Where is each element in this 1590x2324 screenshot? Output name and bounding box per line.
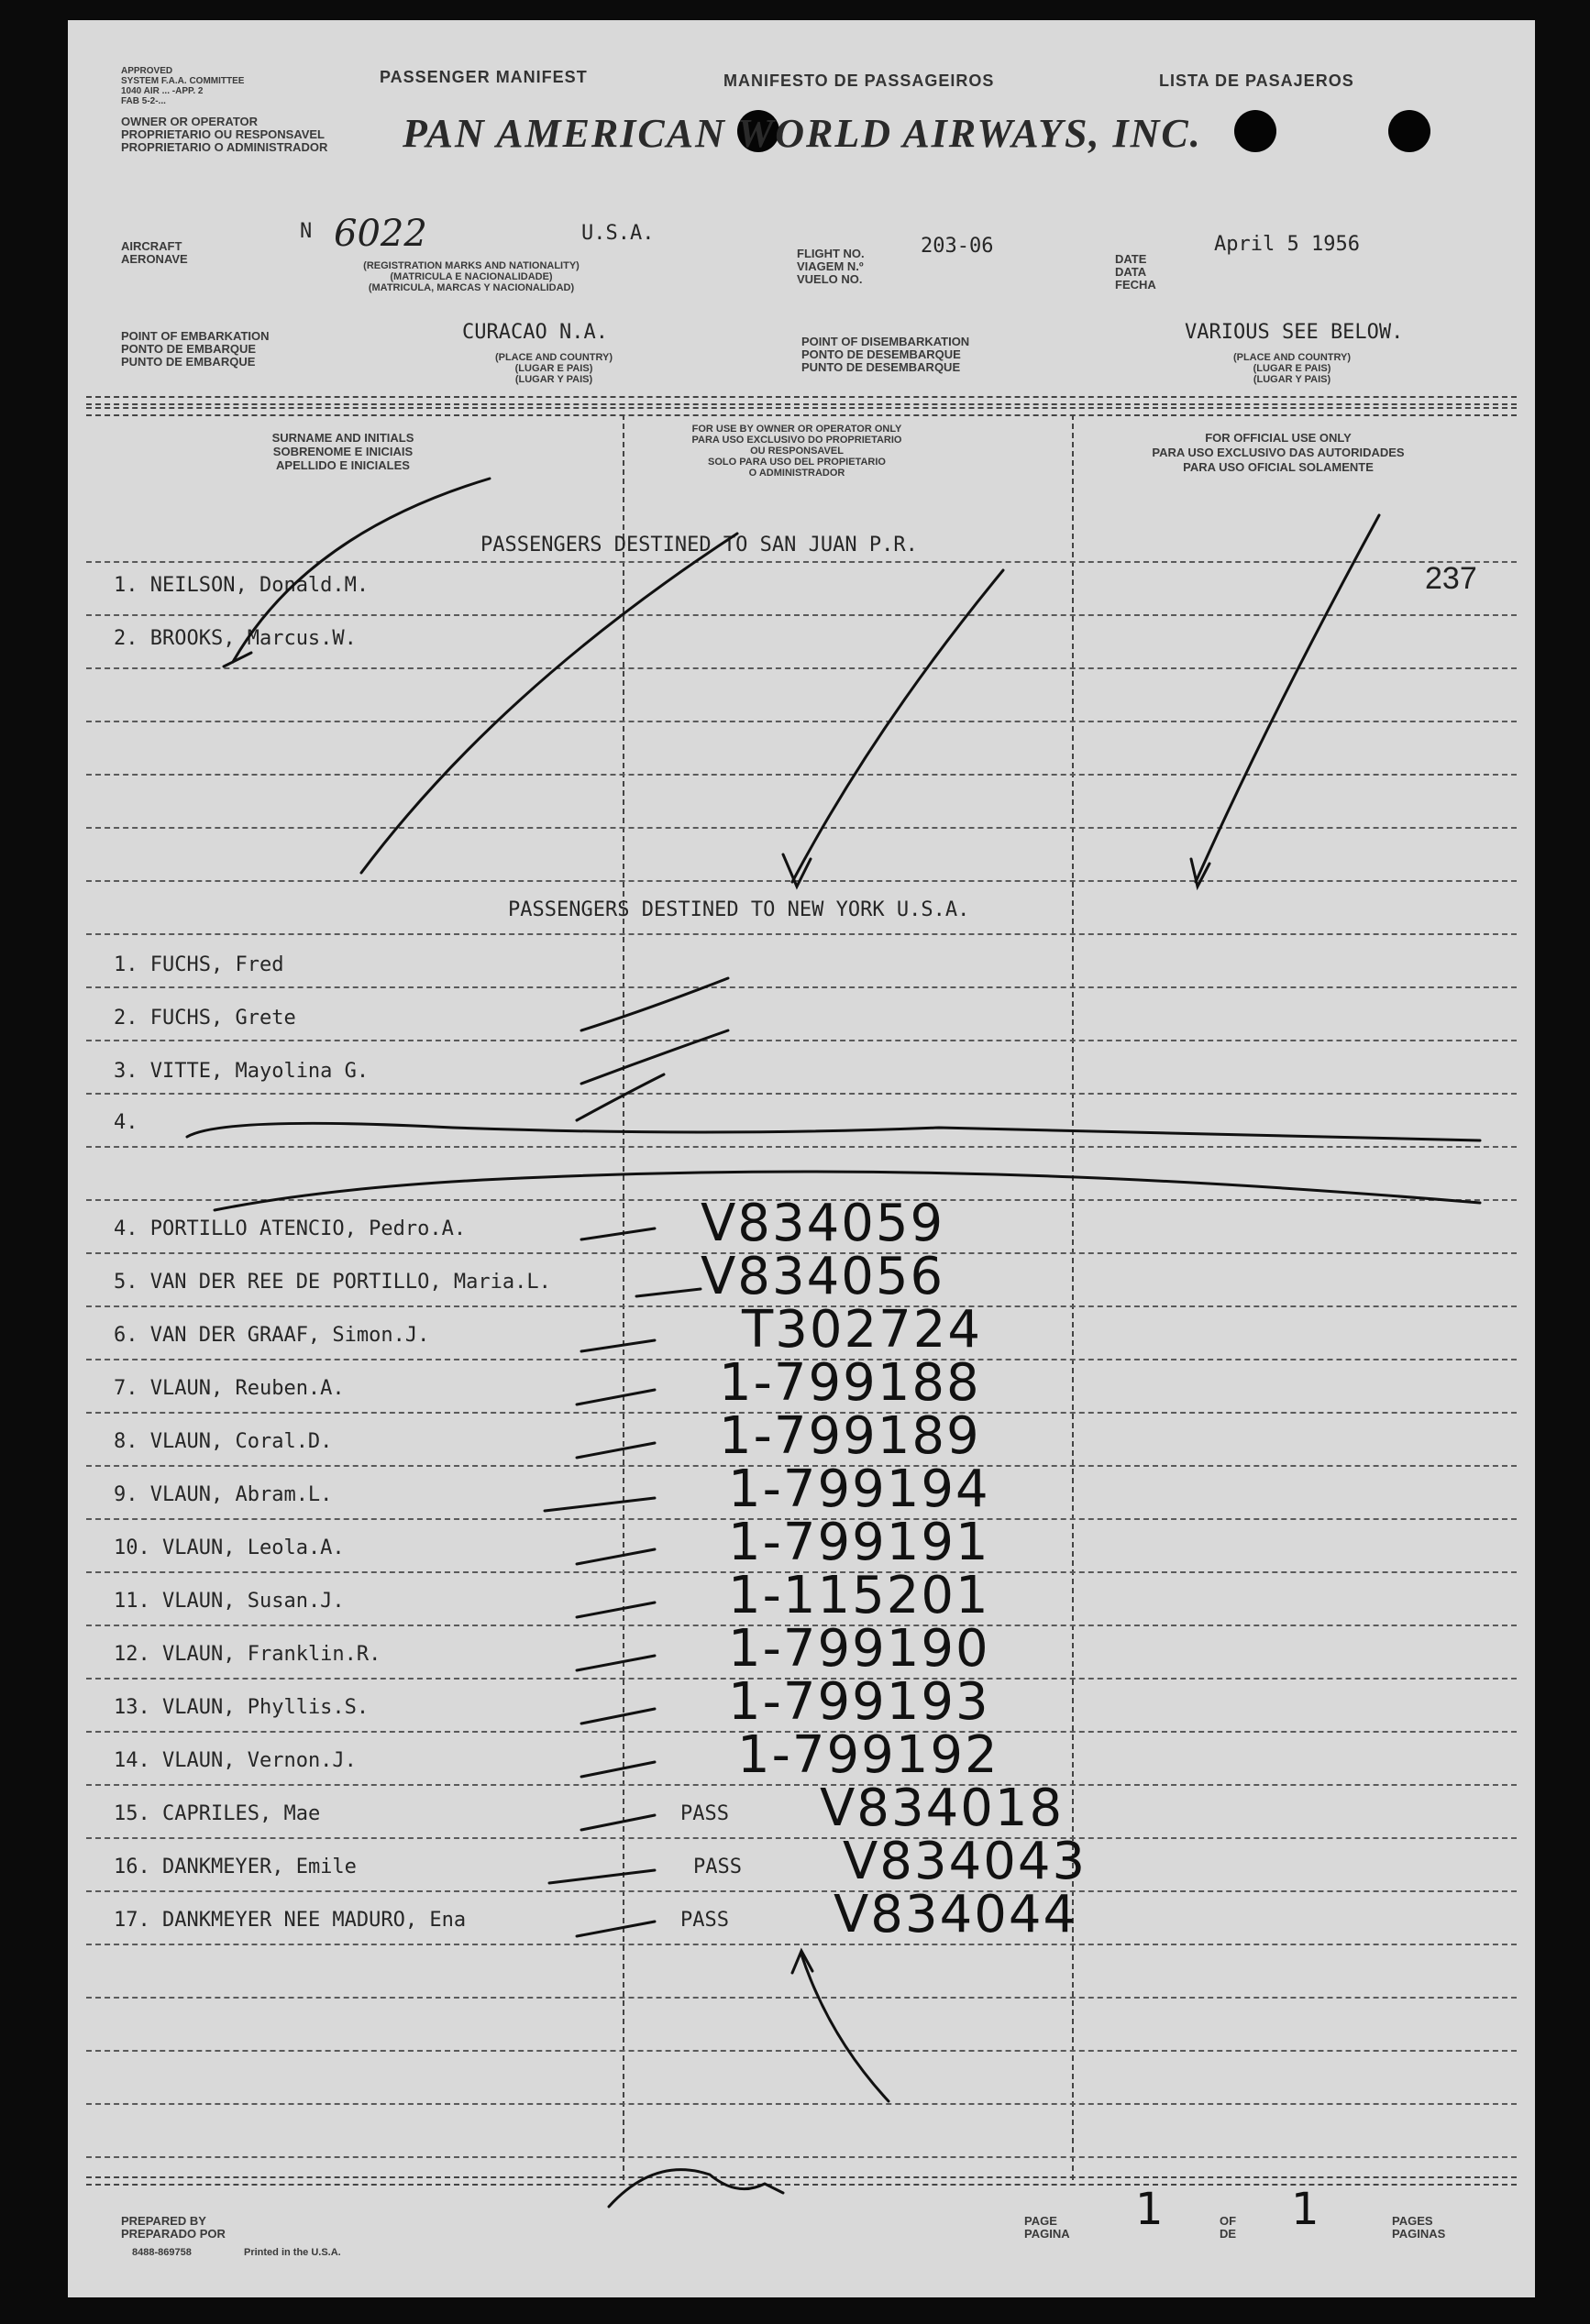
check-mark [581,1030,728,1084]
embarkation-value: CURACAO N.A. [462,321,608,344]
ticket-number: T302724 [742,1300,982,1360]
check-mark [577,1443,655,1458]
page-label: PAGE PAGINA [1024,2214,1070,2241]
check-mark [792,570,1003,882]
pen-marks [68,20,1535,2297]
passenger-row: 8. VLAUN, Coral.D. [114,1430,333,1453]
passenger-row: 10. VLAUN, Leola.A. [114,1536,345,1559]
check-mark [577,1656,655,1670]
approval-line: SYSTEM F.A.A. COMMITTEE [121,76,245,86]
check-mark [549,1870,655,1883]
disembarkation-label: POINT OF DISEMBARKATION PONTO DE DESEMBARQUE PUNTO DE DESEMBARQUE [801,335,970,374]
of-label: OF DE [1220,2214,1237,2241]
document-type: PASS [693,1856,742,1878]
passenger-row: 4. [114,1111,138,1134]
page-number: 1 [1135,2184,1164,2235]
check-mark [1196,515,1379,882]
flight-date: April 5 1956 [1214,233,1360,256]
check-mark [581,978,728,1030]
arrow-mark [801,1955,889,2101]
column-header-official: FOR OFFICIAL USE ONLY PARA USO EXCLUSIVO DAS AUTORIDADES PARA USO OFICIAL SOLAMENTE [1152,431,1405,474]
approval-line: FAB 5-2-... [121,96,166,106]
ticket-number: V834059 [701,1194,945,1253]
owner-label: OWNER OR OPERATOR PROPRIETARIO OU RESPONSAVEL PROPRIETARIO O ADMINISTRADOR [121,115,328,154]
printed-in: Printed in the U.S.A. [244,2247,341,2258]
passenger-row: 6. VAN DER GRAAF, Simon.J. [114,1324,430,1347]
check-mark [545,1498,655,1511]
check-mark [577,1549,655,1564]
section-heading-new-york: PASSENGERS DESTINED TO NEW YORK U.S.A. [508,898,970,921]
form-number: 8488-869758 [132,2247,192,2258]
ticket-number: V834018 [820,1779,1065,1838]
check-mark [581,1228,655,1239]
passenger-row: 14. VLAUN, Vernon.J. [114,1749,357,1772]
check-mark [581,1762,655,1777]
passenger-row: 2. BROOKS, Marcus.W. [114,627,357,650]
passenger-row: 4. PORTILLO ATENCIO, Pedro.A. [114,1217,467,1240]
check-mark [577,1390,655,1404]
passenger-row: 1. NEILSON, Donald.M. [114,574,370,597]
passenger-row: 9. VLAUN, Abram.L. [114,1483,333,1506]
registration-prefix: N [300,220,313,243]
column-header-owner: FOR USE BY OWNER OR OPERATOR ONLY PARA USO EXCLUSIVO DO PROPRIETARIO OU RESPONSAVEL SOLO PARA USO DEL PROPIETARIO O ADMINISTRADOR [691,424,902,479]
passenger-row: 12. VLAUN, Franklin.R. [114,1643,381,1666]
ticket-number: V834043 [843,1832,1088,1891]
page-total: 1 [1291,2184,1319,2235]
ticket-number: 1-799192 [737,1725,999,1785]
disembarkation-value: VARIOUS SEE BELOW. [1185,321,1404,344]
passenger-row: 13. VLAUN, Phyllis.S. [114,1696,370,1719]
flight-number: 203-06 [921,235,994,258]
passenger-row: 1. FUCHS, Fred [114,953,284,976]
airline-name: PAN AMERICAN WORLD AIRWAYS, INC. [403,111,1202,156]
passenger-row: 2. FUCHS, Grete [114,1007,296,1030]
passenger-row: 17. DANKMEYER NEE MADURO, Ena [114,1909,467,1932]
approval-line: APPROVED [121,66,173,76]
check-mark [581,1709,655,1724]
title-english: PASSENGER MANIFEST [380,68,588,86]
date-label: DATE DATA FECHA [1115,252,1156,292]
section-heading-san-juan: PASSENGERS DESTINED TO SAN JUAN P.R. [480,534,918,556]
preparer-signature [609,2170,783,2207]
passenger-row: 7. VLAUN, Reuben.A. [114,1377,345,1400]
title-spanish: LISTA DE PASAJEROS [1159,72,1354,90]
passenger-row: 3. VITTE, Mayolina G. [114,1060,370,1083]
passenger-row: 5. VAN DER REE DE PORTILLO, Maria.L. [114,1271,551,1294]
page-stamp-number: 237 [1425,561,1477,596]
check-mark [361,534,737,873]
embarkation-caption: (PLACE AND COUNTRY) (LUGAR E PAIS) (LUGAR Y PAIS) [494,352,613,385]
ticket-number: 1-799193 [728,1672,990,1732]
ticket-number: 1-799189 [719,1406,981,1466]
check-mark [581,1340,655,1351]
passenger-row: 16. DANKMEYER, Emile [114,1856,357,1878]
manifest-sheet [68,20,1535,2297]
passenger-row: 15. CAPRILES, Mae [114,1802,321,1825]
approval-line: 1040 AIR ... -APP. 2 [121,86,204,96]
document-type: PASS [680,1802,729,1825]
ticket-number: V834056 [701,1247,945,1306]
ticket-number: 1-799188 [719,1353,981,1413]
ticket-number: 1-115201 [728,1566,990,1625]
passenger-row: 11. VLAUN, Susan.J. [114,1590,345,1613]
disembarkation-caption: (PLACE AND COUNTRY) (LUGAR E PAIS) (LUGAR Y PAIS) [1232,352,1352,385]
registration-handwritten: 6022 [334,213,427,255]
strike-line [187,1123,1480,1140]
prepared-by-label: PREPARED BY PREPARADO POR [121,2214,226,2241]
check-mark [577,1603,655,1617]
check-mark [636,1289,701,1296]
embarkation-label: POINT OF EMBARKATION PONTO DE EMBARQUE PUNTO DE EMBARQUE [121,329,270,369]
pages-label: PAGES PAGINAS [1392,2214,1446,2241]
ticket-number: V834044 [834,1885,1078,1944]
registration-caption: (REGISTRATION MARKS AND NATIONALITY) (MATRICULA E NACIONALIDADE) (MATRICULA, MARCAS Y NACIONALIDAD) [363,260,580,293]
flight-label: FLIGHT NO. VIAGEM N.º VUELO NO. [797,247,865,286]
title-portuguese: MANIFESTO DE PASSAGEIROS [723,72,995,90]
arrow-mark [792,1951,812,1973]
check-mark [577,1922,655,1936]
check-mark [233,479,490,662]
aircraft-label: AIRCRAFT AERONAVE [121,239,188,266]
check-mark [581,1815,655,1830]
document-type: PASS [680,1909,729,1932]
ticket-number: 1-799190 [728,1619,990,1679]
strike-line [215,1172,1480,1210]
column-header-names: SURNAME AND INITIALS SOBRENOME E INICIAIS APELLIDO E INICIALES [271,431,414,472]
ticket-number: 1-799191 [728,1513,990,1572]
registration-country: U.S.A. [581,222,655,245]
ticket-number: 1-799194 [728,1459,990,1519]
